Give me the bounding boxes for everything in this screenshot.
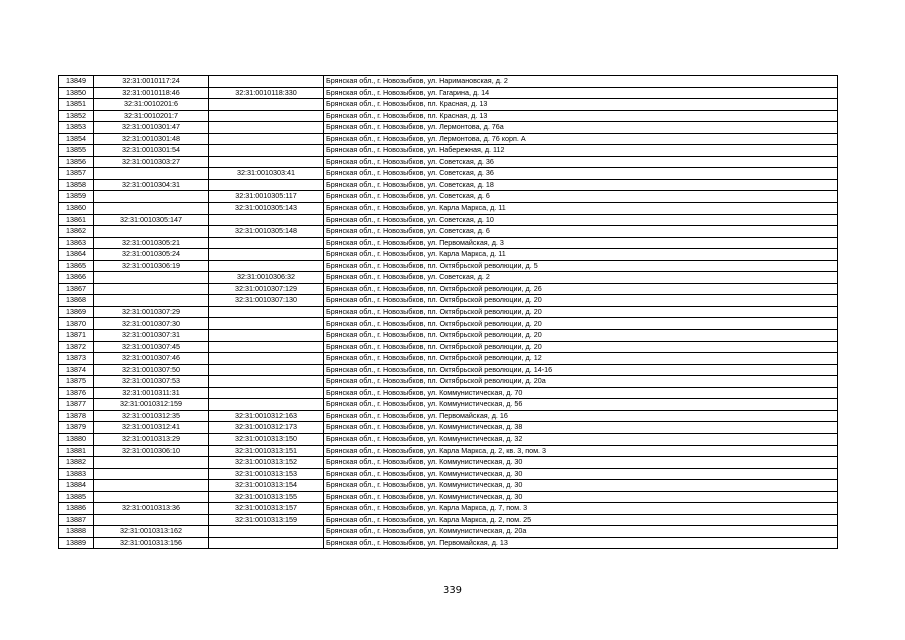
row-number-cell: 13858 — [59, 179, 94, 191]
cadastral-number-cell: 32:31:0010307:50 — [94, 364, 209, 376]
cadastral-number-cell: 32:31:0010201:6 — [94, 99, 209, 111]
row-number-cell: 13881 — [59, 445, 94, 457]
object-cadastral-number-cell: 32:31:0010313:152 — [209, 457, 324, 469]
row-number-cell: 13852 — [59, 110, 94, 122]
address-cell: Брянская обл., г. Новозыбков, ул. Гагарина, д. 14 — [324, 87, 838, 99]
address-cell: Брянская обл., г. Новозыбков, пл. Октябрьской революции, д. 20 — [324, 306, 838, 318]
table-row — [59, 226, 838, 238]
table-row — [59, 457, 838, 469]
address-cell: Брянская обл., г. Новозыбков, пл. Октябрьской революции, д. 20 — [324, 318, 838, 330]
address-cell: Брянская обл., г. Новозыбков, ул. Карла Маркса, д. 2, кв. 3, пом. 3 — [324, 445, 838, 457]
table-row — [59, 387, 838, 399]
row-number-cell: 13888 — [59, 526, 94, 538]
table-row — [59, 214, 838, 226]
table-row — [59, 353, 838, 365]
object-cadastral-number-cell — [209, 306, 324, 318]
address-cell: Брянская обл., г. Новозыбков, ул. Советская, д. 36 — [324, 168, 838, 180]
table-row — [59, 283, 838, 295]
row-number-cell: 13875 — [59, 376, 94, 388]
address-cell: Брянская обл., г. Новозыбков, ул. Коммунистическая, д. 32 — [324, 433, 838, 445]
object-cadastral-number-cell — [209, 341, 324, 353]
table-row — [59, 295, 838, 307]
table-row — [59, 306, 838, 318]
object-cadastral-number-cell — [209, 353, 324, 365]
cadastral-number-cell: 32:31:0010117:24 — [94, 76, 209, 88]
row-number-cell: 13861 — [59, 214, 94, 226]
row-number-cell: 13885 — [59, 491, 94, 503]
address-cell: Брянская обл., г. Новозыбков, ул. Набережная, д. 112 — [324, 145, 838, 157]
cadastral-number-cell: 32:31:0010312:159 — [94, 399, 209, 411]
cadastral-number-cell: 32:31:0010307:31 — [94, 330, 209, 342]
cadastral-number-cell — [94, 226, 209, 238]
table-row — [59, 168, 838, 180]
address-cell: Брянская обл., г. Новозыбков, пл. Красная, д. 13 — [324, 110, 838, 122]
object-cadastral-number-cell — [209, 537, 324, 549]
address-cell: Брянская обл., г. Новозыбков, ул. Советская, д. 6 — [324, 226, 838, 238]
cadastral-number-cell — [94, 283, 209, 295]
object-cadastral-number-cell — [209, 76, 324, 88]
row-number-cell: 13866 — [59, 272, 94, 284]
object-cadastral-number-cell: 32:31:0010305:117 — [209, 191, 324, 203]
table-row — [59, 99, 838, 111]
object-cadastral-number-cell: 32:31:0010312:173 — [209, 422, 324, 434]
address-cell: Брянская обл., г. Новозыбков, пл. Октябрьской революции, д. 20 — [324, 295, 838, 307]
cadastral-number-cell: 32:31:0010305:24 — [94, 249, 209, 261]
row-number-cell: 13874 — [59, 364, 94, 376]
object-cadastral-number-cell — [209, 110, 324, 122]
object-cadastral-number-cell — [209, 214, 324, 226]
table-row — [59, 156, 838, 168]
table-row — [59, 433, 838, 445]
object-cadastral-number-cell: 32:31:0010313:155 — [209, 491, 324, 503]
cadastral-number-cell: 32:31:0010307:30 — [94, 318, 209, 330]
table-row — [59, 422, 838, 434]
table-row — [59, 514, 838, 526]
object-cadastral-number-cell — [209, 399, 324, 411]
table-row — [59, 468, 838, 480]
row-number-cell: 13877 — [59, 399, 94, 411]
cadastral-number-cell — [94, 295, 209, 307]
table-row — [59, 110, 838, 122]
cadastral-number-cell: 32:31:0010313:36 — [94, 503, 209, 515]
address-cell: Брянская обл., г. Новозыбков, ул. Карла Маркса, д. 11 — [324, 203, 838, 215]
address-cell: Брянская обл., г. Новозыбков, ул. Советская, д. 2 — [324, 272, 838, 284]
cadastral-number-cell: 32:31:0010301:47 — [94, 122, 209, 134]
address-cell: Брянская обл., г. Новозыбков, ул. Карла Маркса, д. 2, пом. 25 — [324, 514, 838, 526]
row-number-cell: 13862 — [59, 226, 94, 238]
object-cadastral-number-cell: 32:31:0010312:163 — [209, 410, 324, 422]
row-number-cell: 13882 — [59, 457, 94, 469]
table-row — [59, 318, 838, 330]
object-cadastral-number-cell: 32:31:0010313:154 — [209, 480, 324, 492]
object-cadastral-number-cell — [209, 260, 324, 272]
cadastral-number-cell: 32:31:0010301:48 — [94, 133, 209, 145]
row-number-cell: 13857 — [59, 168, 94, 180]
row-number-cell: 13868 — [59, 295, 94, 307]
cadastral-number-cell — [94, 491, 209, 503]
registry-table — [58, 75, 838, 549]
address-cell: Брянская обл., г. Новозыбков, ул. Лермонтова, д. 76 корп. А — [324, 133, 838, 145]
row-number-cell: 13889 — [59, 537, 94, 549]
address-cell: Брянская обл., г. Новозыбков, ул. Коммунистическая, д. 20а — [324, 526, 838, 538]
object-cadastral-number-cell — [209, 156, 324, 168]
address-cell: Брянская обл., г. Новозыбков, пл. Октябрьской революции, д. 20 — [324, 330, 838, 342]
table-row — [59, 480, 838, 492]
cadastral-number-cell — [94, 514, 209, 526]
cadastral-number-cell: 32:31:0010307:53 — [94, 376, 209, 388]
cadastral-number-cell: 32:31:0010201:7 — [94, 110, 209, 122]
object-cadastral-number-cell — [209, 526, 324, 538]
address-cell: Брянская обл., г. Новозыбков, ул. Наримановская, д. 2 — [324, 76, 838, 88]
address-cell: Брянская обл., г. Новозыбков, ул. Коммунистическая, д. 38 — [324, 422, 838, 434]
object-cadastral-number-cell — [209, 330, 324, 342]
cadastral-number-cell — [94, 168, 209, 180]
table-row — [59, 341, 838, 353]
registry-table-body — [59, 76, 838, 549]
address-cell: Брянская обл., г. Новозыбков, пл. Красная, д. 13 — [324, 99, 838, 111]
cadastral-number-cell: 32:31:0010305:147 — [94, 214, 209, 226]
object-cadastral-number-cell: 32:31:0010307:129 — [209, 283, 324, 295]
object-cadastral-number-cell: 32:31:0010306:32 — [209, 272, 324, 284]
object-cadastral-number-cell — [209, 249, 324, 261]
object-cadastral-number-cell: 32:31:0010305:148 — [209, 226, 324, 238]
object-cadastral-number-cell: 32:31:0010313:153 — [209, 468, 324, 480]
object-cadastral-number-cell — [209, 376, 324, 388]
object-cadastral-number-cell — [209, 364, 324, 376]
cadastral-number-cell — [94, 191, 209, 203]
object-cadastral-number-cell — [209, 145, 324, 157]
address-cell: Брянская обл., г. Новозыбков, ул. Первомайская, д. 3 — [324, 237, 838, 249]
cadastral-number-cell: 32:31:0010307:29 — [94, 306, 209, 318]
object-cadastral-number-cell: 32:31:0010303:41 — [209, 168, 324, 180]
address-cell: Брянская обл., г. Новозыбков, ул. Первомайская, д. 13 — [324, 537, 838, 549]
page-number: 339 — [442, 585, 463, 596]
cadastral-number-cell: 32:31:0010301:54 — [94, 145, 209, 157]
table-row — [59, 491, 838, 503]
table-row — [59, 87, 838, 99]
address-cell: Брянская обл., г. Новозыбков, ул. Лермонтова, д. 76а — [324, 122, 838, 134]
table-row — [59, 76, 838, 88]
object-cadastral-number-cell — [209, 133, 324, 145]
table-row — [59, 203, 838, 215]
cadastral-number-cell: 32:31:0010118:46 — [94, 87, 209, 99]
row-number-cell: 13873 — [59, 353, 94, 365]
table-row — [59, 272, 838, 284]
cadastral-number-cell: 32:31:0010313:156 — [94, 537, 209, 549]
address-cell: Брянская обл., г. Новозыбков, ул. Советская, д. 36 — [324, 156, 838, 168]
object-cadastral-number-cell — [209, 179, 324, 191]
address-cell: Брянская обл., г. Новозыбков, ул. Коммунистическая, д. 56 — [324, 399, 838, 411]
row-number-cell: 13884 — [59, 480, 94, 492]
table-row — [59, 537, 838, 549]
row-number-cell: 13867 — [59, 283, 94, 295]
object-cadastral-number-cell: 32:31:0010305:143 — [209, 203, 324, 215]
table-row — [59, 133, 838, 145]
cadastral-number-cell: 32:31:0010307:45 — [94, 341, 209, 353]
address-cell: Брянская обл., г. Новозыбков, пл. Октябрьской революции, д. 5 — [324, 260, 838, 272]
cadastral-number-cell — [94, 457, 209, 469]
object-cadastral-number-cell: 32:31:0010313:157 — [209, 503, 324, 515]
cadastral-number-cell: 32:31:0010306:19 — [94, 260, 209, 272]
address-cell: Брянская обл., г. Новозыбков, пл. Октябрьской революции, д. 20 — [324, 341, 838, 353]
address-cell: Брянская обл., г. Новозыбков, ул. Коммунистическая, д. 30 — [324, 457, 838, 469]
address-cell: Брянская обл., г. Новозыбков, пл. Октябрьской революции, д. 26 — [324, 283, 838, 295]
row-number-cell: 13863 — [59, 237, 94, 249]
row-number-cell: 13860 — [59, 203, 94, 215]
table-row — [59, 445, 838, 457]
table-row — [59, 330, 838, 342]
cadastral-number-cell — [94, 272, 209, 284]
cadastral-number-cell — [94, 468, 209, 480]
object-cadastral-number-cell: 32:31:0010313:150 — [209, 433, 324, 445]
cadastral-number-cell: 32:31:0010305:21 — [94, 237, 209, 249]
cadastral-number-cell: 32:31:0010306:10 — [94, 445, 209, 457]
table-row — [59, 410, 838, 422]
address-cell: Брянская обл., г. Новозыбков, пл. Октябрьской революции, д. 12 — [324, 353, 838, 365]
table-row — [59, 191, 838, 203]
object-cadastral-number-cell — [209, 237, 324, 249]
address-cell: Брянская обл., г. Новозыбков, ул. Коммунистическая, д. 70 — [324, 387, 838, 399]
address-cell: Брянская обл., г. Новозыбков, ул. Первомайская, д. 16 — [324, 410, 838, 422]
cadastral-number-cell: 32:31:0010312:35 — [94, 410, 209, 422]
row-number-cell: 13870 — [59, 318, 94, 330]
row-number-cell: 13851 — [59, 99, 94, 111]
table-row — [59, 503, 838, 515]
object-cadastral-number-cell — [209, 318, 324, 330]
row-number-cell: 13849 — [59, 76, 94, 88]
row-number-cell: 13872 — [59, 341, 94, 353]
address-cell: Брянская обл., г. Новозыбков, пл. Октябрьской революции, д. 20а — [324, 376, 838, 388]
row-number-cell: 13856 — [59, 156, 94, 168]
cadastral-number-cell: 32:31:0010312:41 — [94, 422, 209, 434]
address-cell: Брянская обл., г. Новозыбков, пл. Октябрьской революции, д. 14-16 — [324, 364, 838, 376]
table-row — [59, 122, 838, 134]
object-cadastral-number-cell — [209, 387, 324, 399]
object-cadastral-number-cell: 32:31:0010313:151 — [209, 445, 324, 457]
row-number-cell: 13859 — [59, 191, 94, 203]
table-row — [59, 399, 838, 411]
row-number-cell: 13879 — [59, 422, 94, 434]
row-number-cell: 13865 — [59, 260, 94, 272]
table-row — [59, 526, 838, 538]
row-number-cell: 13855 — [59, 145, 94, 157]
row-number-cell: 13887 — [59, 514, 94, 526]
object-cadastral-number-cell — [209, 99, 324, 111]
cadastral-number-cell: 32:31:0010303:27 — [94, 156, 209, 168]
object-cadastral-number-cell: 32:31:0010118:330 — [209, 87, 324, 99]
address-cell: Брянская обл., г. Новозыбков, ул. Коммунистическая, д. 30 — [324, 491, 838, 503]
row-number-cell: 13850 — [59, 87, 94, 99]
cadastral-number-cell: 32:31:0010313:29 — [94, 433, 209, 445]
table-row — [59, 179, 838, 191]
cadastral-number-cell: 32:31:0010304:31 — [94, 179, 209, 191]
object-cadastral-number-cell — [209, 122, 324, 134]
address-cell: Брянская обл., г. Новозыбков, ул. Карла Маркса, д. 7, пом. 3 — [324, 503, 838, 515]
row-number-cell: 13854 — [59, 133, 94, 145]
address-cell: Брянская обл., г. Новозыбков, ул. Коммунистическая, д. 30 — [324, 480, 838, 492]
address-cell: Брянская обл., г. Новозыбков, ул. Коммунистическая, д. 30 — [324, 468, 838, 480]
table-row — [59, 376, 838, 388]
table-row — [59, 249, 838, 261]
row-number-cell: 13864 — [59, 249, 94, 261]
cadastral-number-cell: 32:31:0010313:162 — [94, 526, 209, 538]
table-row — [59, 145, 838, 157]
address-cell: Брянская обл., г. Новозыбков, ул. Советская, д. 18 — [324, 179, 838, 191]
row-number-cell: 13853 — [59, 122, 94, 134]
table-row — [59, 260, 838, 272]
address-cell: Брянская обл., г. Новозыбков, ул. Карла Маркса, д. 11 — [324, 249, 838, 261]
table-row — [59, 237, 838, 249]
object-cadastral-number-cell: 32:31:0010307:130 — [209, 295, 324, 307]
cadastral-number-cell — [94, 203, 209, 215]
table-row — [59, 364, 838, 376]
cadastral-number-cell — [94, 480, 209, 492]
address-cell: Брянская обл., г. Новозыбков, ул. Советская, д. 6 — [324, 191, 838, 203]
row-number-cell: 13880 — [59, 433, 94, 445]
object-cadastral-number-cell: 32:31:0010313:159 — [209, 514, 324, 526]
row-number-cell: 13876 — [59, 387, 94, 399]
cadastral-number-cell: 32:31:0010311:31 — [94, 387, 209, 399]
row-number-cell: 13883 — [59, 468, 94, 480]
row-number-cell: 13878 — [59, 410, 94, 422]
cadastral-number-cell: 32:31:0010307:46 — [94, 353, 209, 365]
row-number-cell: 13886 — [59, 503, 94, 515]
row-number-cell: 13871 — [59, 330, 94, 342]
address-cell: Брянская обл., г. Новозыбков, ул. Советская, д. 10 — [324, 214, 838, 226]
row-number-cell: 13869 — [59, 306, 94, 318]
